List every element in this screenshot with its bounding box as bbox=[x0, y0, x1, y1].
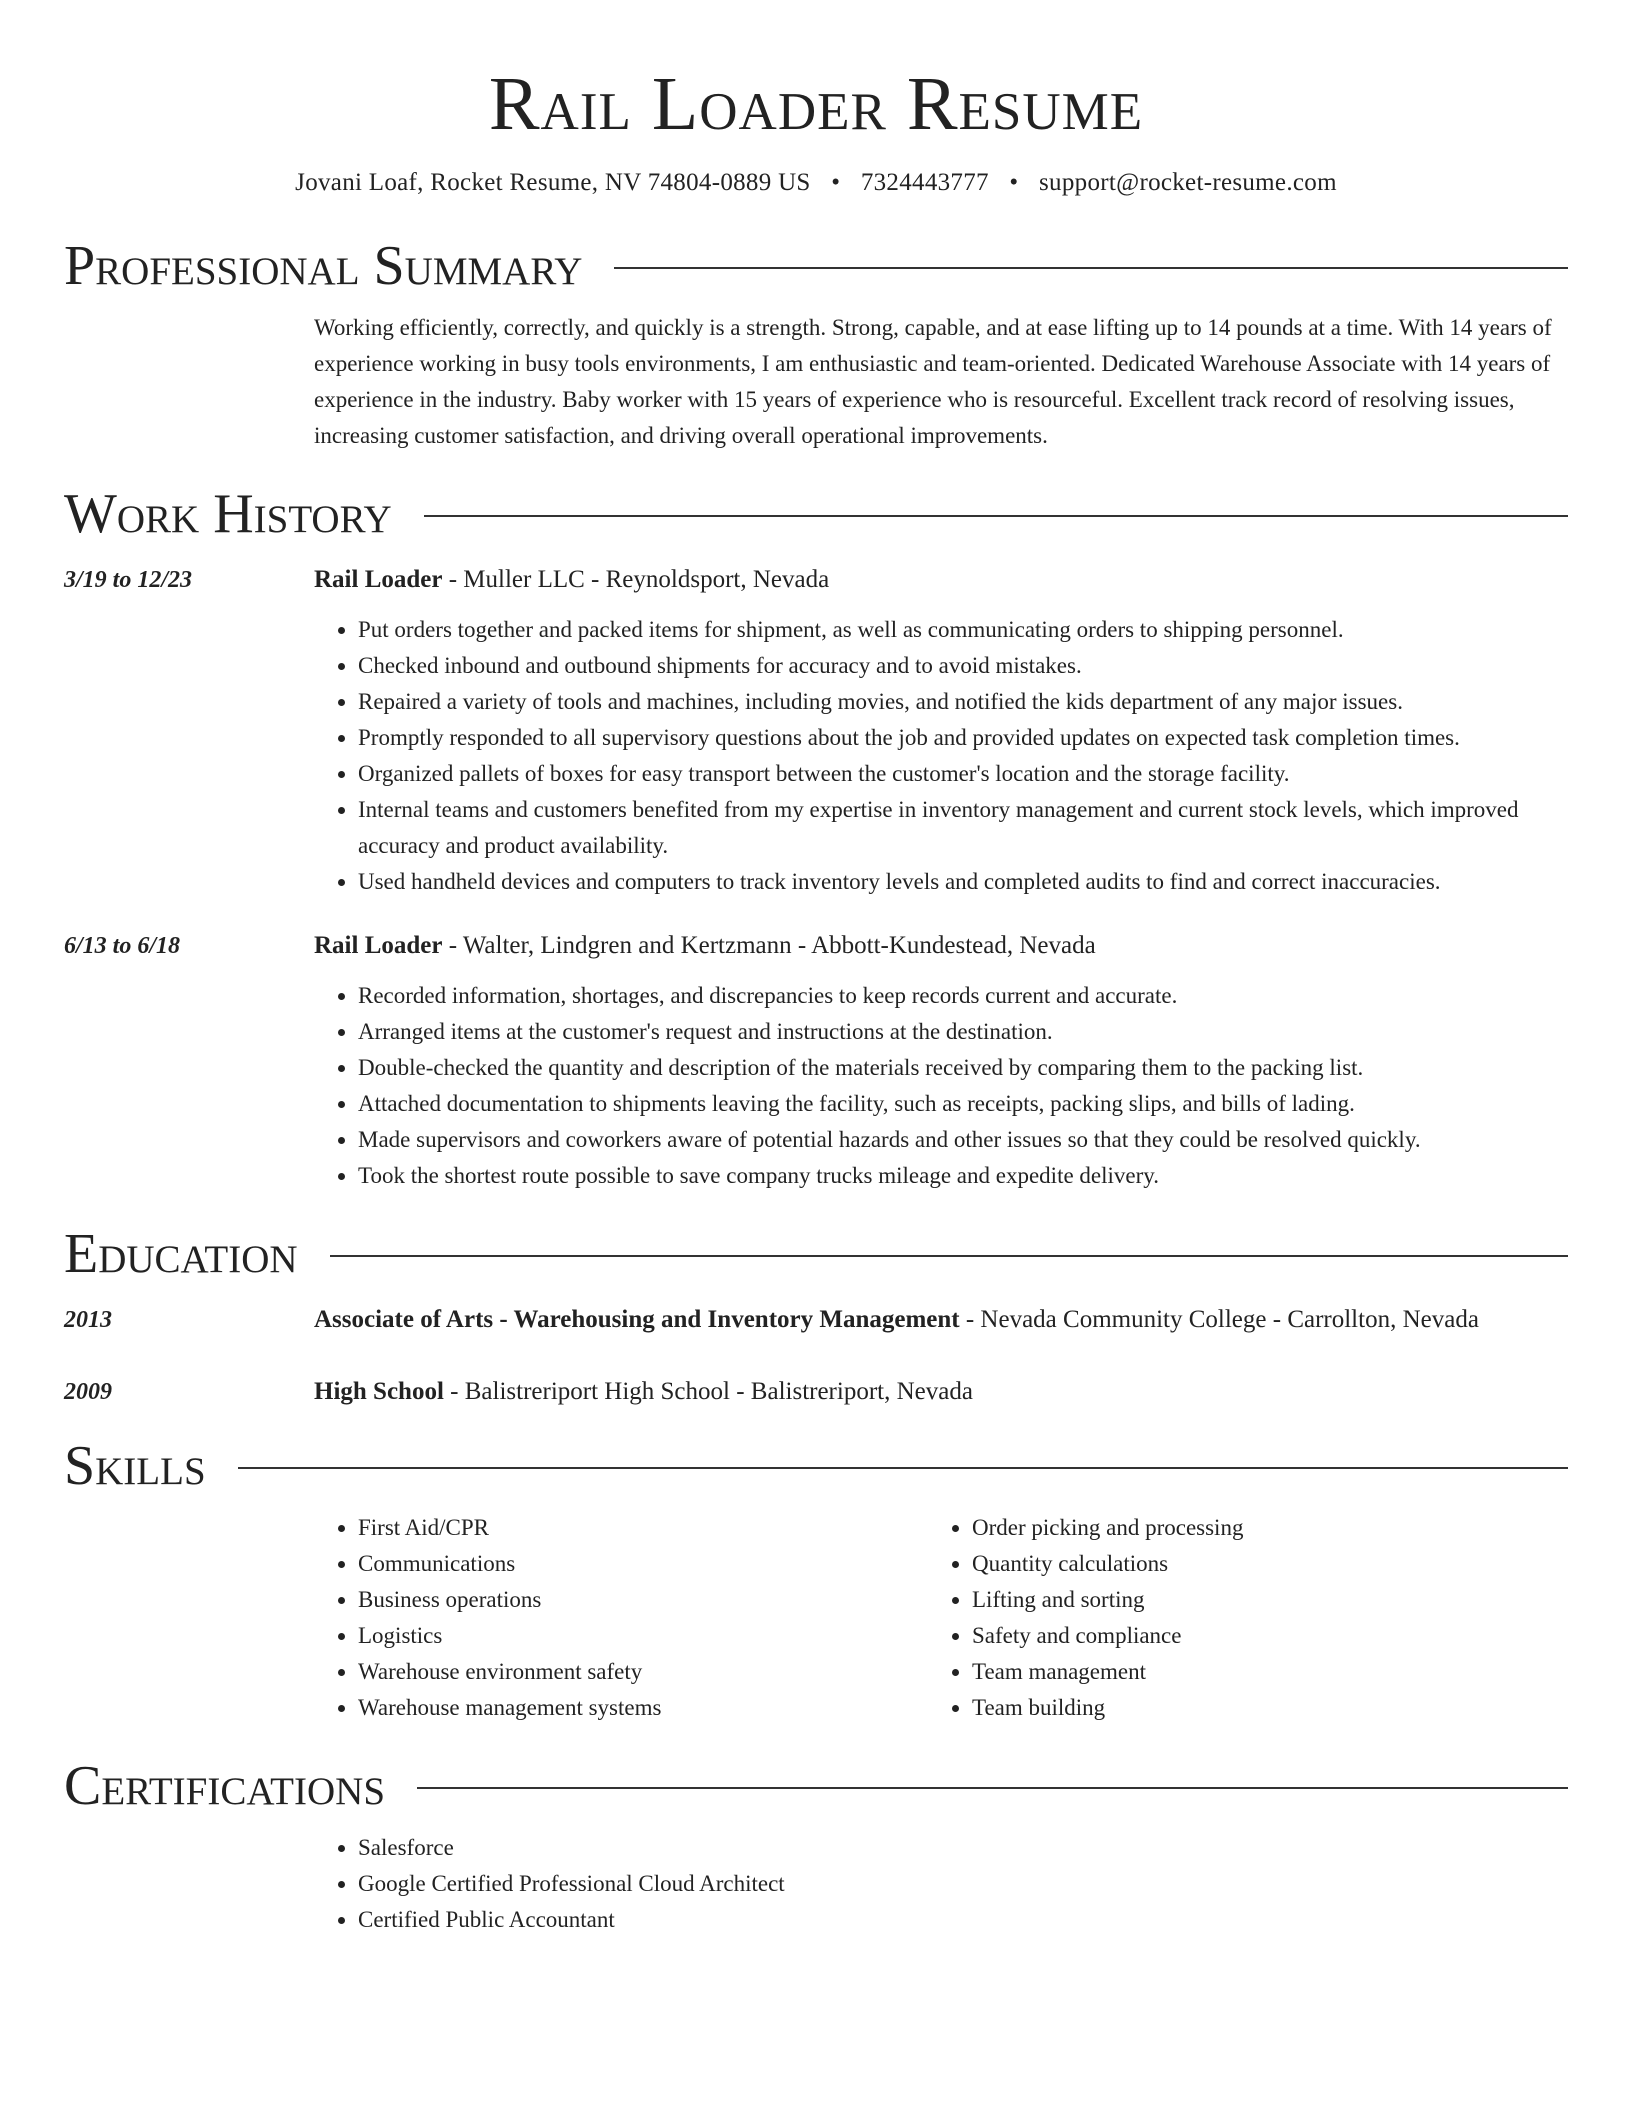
work-heading bbox=[314, 928, 1568, 964]
education-year: 2013 bbox=[64, 1307, 112, 1333]
section-divider bbox=[424, 515, 1568, 517]
section-header-certifications bbox=[64, 1756, 1568, 1816]
education-entry bbox=[64, 1374, 1568, 1410]
work-role: Rail Loader bbox=[314, 566, 443, 593]
section-title-skills: Skills bbox=[64, 1435, 206, 1497]
skills-spacer bbox=[64, 1496, 314, 1726]
list-item: • Checked inbound and outbound shipments for accuracy and to avoid mistakes. bbox=[358, 648, 1568, 684]
section-title-certifications: Certifications bbox=[64, 1755, 386, 1817]
skills-row bbox=[64, 1496, 1568, 1726]
section-title-education: Education bbox=[64, 1223, 298, 1285]
work-role: Rail Loader bbox=[314, 932, 443, 959]
education-year: 2009 bbox=[64, 1379, 112, 1405]
section-header-work bbox=[64, 484, 1568, 544]
resume-title: Rail Loader Resume bbox=[488, 62, 1144, 146]
work-dates: 6/13 to 6/18 bbox=[64, 933, 181, 959]
list-item: • Logistics bbox=[358, 1618, 928, 1654]
skills-list-left bbox=[314, 1510, 928, 1726]
list-item: • Team management bbox=[972, 1654, 1542, 1690]
list-item: • Organized pallets of boxes for easy transport between the customer's location and the storage facility. bbox=[358, 756, 1568, 792]
contact-email: support@rocket-resume.com bbox=[1039, 169, 1337, 196]
education-details: - Balistreriport High School - Balistreriport, Nevada bbox=[443, 1378, 973, 1405]
list-item: • Recorded information, shortages, and discrepancies to keep records current and accurate. bbox=[358, 978, 1568, 1014]
work-duties-list bbox=[314, 978, 1568, 1194]
section-divider bbox=[614, 267, 1568, 269]
certifications-list bbox=[314, 1830, 1568, 1938]
list-item: • Salesforce bbox=[358, 1830, 1568, 1866]
education-degree: High School bbox=[314, 1378, 444, 1405]
summary-text: Working efficiently, correctly, and quickly is a strength. Strong, capable, and at ease lifting up to 14 pounds at a time. With 14 years of experience working in busy tools environments, I am enthusiastic and team-oriented. Dedicated Warehouse Associate with 14 years of experience in the industry. Baby worker with 15 years of experience who is resourceful. Excellent track record of resolving issues, increasing customer satisfaction, and driving overall operational improvements. bbox=[314, 315, 1552, 448]
list-item: • Arranged items at the customer's request and instructions at the destination. bbox=[358, 1014, 1568, 1050]
work-duties-list bbox=[314, 612, 1568, 900]
section-header-skills bbox=[64, 1436, 1568, 1496]
list-item: • Put orders together and packed items for shipment, as well as communicating orders to shipping personnel. bbox=[358, 612, 1568, 648]
list-item: • Took the shortest route possible to save company trucks mileage and expedite delivery. bbox=[358, 1158, 1568, 1194]
education-heading bbox=[314, 1302, 1568, 1338]
work-details: - Muller LLC - Reynoldsport, Nevada bbox=[442, 566, 830, 593]
list-item: • Order picking and processing bbox=[972, 1510, 1542, 1546]
education-details: - Nevada Community College - Carrollton, Nevada bbox=[959, 1306, 1479, 1333]
list-item: • Used handheld devices and computers to track inventory levels and completed audits to find and correct inaccuracies. bbox=[358, 864, 1568, 900]
list-item: • Quantity calculations bbox=[972, 1546, 1542, 1582]
contact-separator: • bbox=[1009, 169, 1019, 196]
section-header-education bbox=[64, 1224, 1568, 1284]
list-item: • Repaired a variety of tools and machines, including movies, and notified the kids department of any major issues. bbox=[358, 684, 1568, 720]
section-divider bbox=[417, 1787, 1568, 1789]
list-item: • Safety and compliance bbox=[972, 1618, 1542, 1654]
section-divider bbox=[238, 1467, 1568, 1469]
list-item: • Certified Public Accountant bbox=[358, 1902, 1568, 1938]
list-item: • Promptly responded to all supervisory questions about the job and provided updates on expected task completion times. bbox=[358, 720, 1568, 756]
contact-line bbox=[64, 166, 1568, 200]
education-entry bbox=[64, 1302, 1568, 1338]
contact-separator: • bbox=[831, 169, 841, 196]
work-details: - Walter, Lindgren and Kertzmann - Abbott-Kundestead, Nevada bbox=[442, 932, 1096, 959]
work-entry bbox=[64, 928, 1568, 1194]
list-item: • Team building bbox=[972, 1690, 1542, 1726]
certifications-row bbox=[64, 1816, 1568, 1938]
list-item: • Attached documentation to shipments leaving the facility, such as receipts, packing slips, and bills of lading. bbox=[358, 1086, 1568, 1122]
section-title-work: Work History bbox=[64, 483, 392, 545]
education-degree: Associate of Arts - Warehousing and Inventory Management bbox=[314, 1306, 960, 1333]
list-item: • First Aid/CPR bbox=[358, 1510, 928, 1546]
work-entry bbox=[64, 562, 1568, 900]
list-item: • Internal teams and customers benefited from my expertise in inventory management and current stock levels, which improved accuracy and product availability. bbox=[358, 792, 1568, 864]
list-item: • Double-checked the quantity and description of the materials received by comparing them to the packing list. bbox=[358, 1050, 1568, 1086]
summary-spacer bbox=[64, 296, 314, 454]
work-heading bbox=[314, 562, 1568, 598]
contact-address: Jovani Loaf, Rocket Resume, NV 74804-0889 US bbox=[295, 169, 811, 196]
certifications-spacer bbox=[64, 1816, 314, 1938]
list-item: • Communications bbox=[358, 1546, 928, 1582]
list-item: • Business operations bbox=[358, 1582, 928, 1618]
section-divider bbox=[330, 1255, 1568, 1257]
section-title-summary: Professional Summary bbox=[64, 235, 583, 297]
section-header-summary bbox=[64, 236, 1568, 296]
list-item: • Made supervisors and coworkers aware of potential hazards and other issues so that they could be resolved quickly. bbox=[358, 1122, 1568, 1158]
list-item: • Google Certified Professional Cloud Architect bbox=[358, 1866, 1568, 1902]
summary-row bbox=[64, 296, 1568, 454]
list-item: • Warehouse management systems bbox=[358, 1690, 928, 1726]
skills-list-right bbox=[928, 1510, 1542, 1726]
list-item: • Lifting and sorting bbox=[972, 1582, 1542, 1618]
contact-phone: 7324443777 bbox=[860, 169, 989, 196]
work-dates: 3/19 to 12/23 bbox=[64, 567, 193, 593]
education-heading bbox=[314, 1374, 1568, 1410]
list-item: • Warehouse environment safety bbox=[358, 1654, 928, 1690]
skills-grid bbox=[314, 1510, 1568, 1726]
